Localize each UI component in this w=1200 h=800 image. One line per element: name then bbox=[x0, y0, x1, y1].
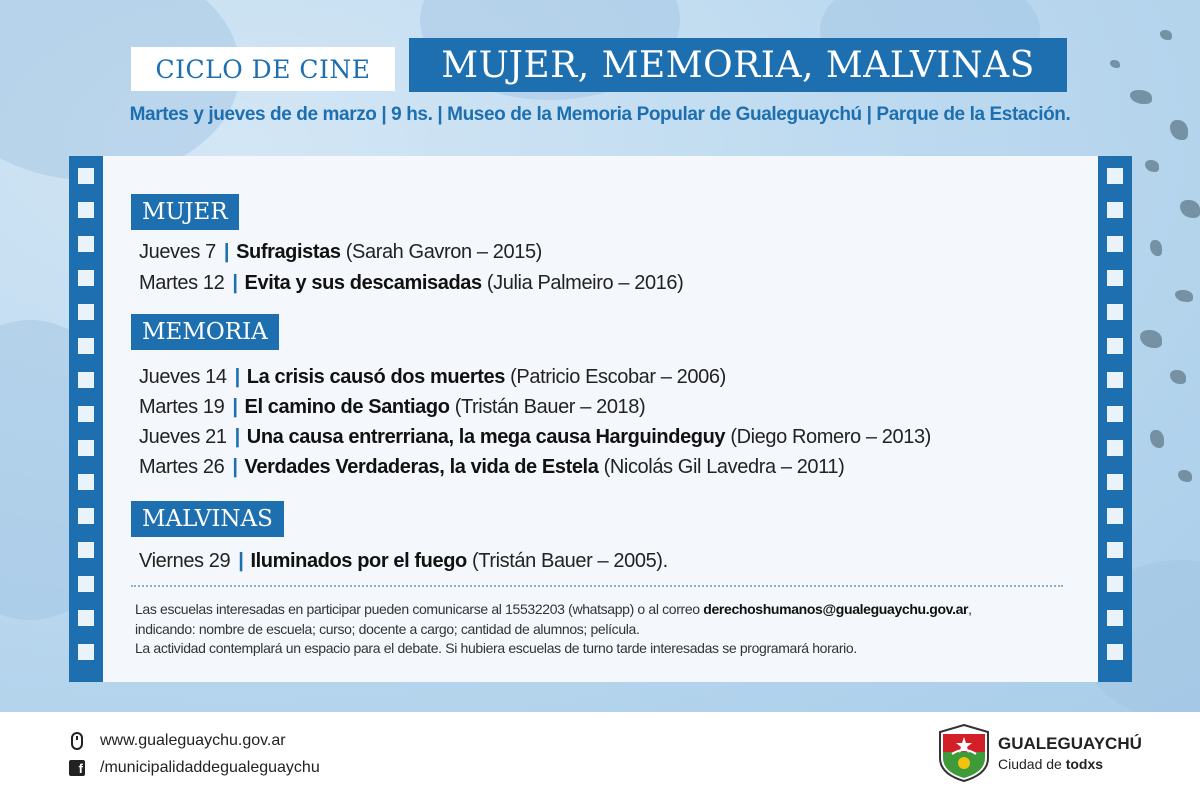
note-line-3: La actividad contemplará un espacio para el debate. Si hubiera escuelas de turno tarde interesadas se programará horario. bbox=[135, 640, 857, 656]
mouse-icon bbox=[68, 731, 86, 751]
film-title: Iluminados por el fuego bbox=[250, 550, 467, 572]
section-title-malvinas: MALVINAS bbox=[131, 501, 284, 537]
contact-email[interactable]: derechoshumanos@gualeguaychu.gov.ar bbox=[703, 601, 969, 617]
separator: | bbox=[232, 272, 238, 294]
film-credit: (Patricio Escobar – 2006) bbox=[510, 366, 726, 388]
film-strip-left bbox=[69, 156, 103, 682]
separator: | bbox=[234, 366, 240, 388]
film-credit: (Nicolás Gil Lavedra – 2011) bbox=[603, 456, 845, 478]
film-title: Una causa entrerriana, la mega causa Harguindeguy bbox=[246, 426, 726, 448]
film-credit: (Julia Palmeiro – 2016) bbox=[486, 272, 684, 294]
website-text: www.gualeguaychu.gov.ar bbox=[100, 732, 286, 749]
screening-date: Viernes 29 bbox=[139, 550, 231, 572]
film-title: Sufragistas bbox=[236, 241, 341, 263]
schedule-row bbox=[139, 366, 726, 389]
brand-name: GUALEGUAYCHÚ bbox=[998, 734, 1142, 753]
note-line-1 bbox=[135, 601, 972, 617]
schedule-row bbox=[139, 550, 668, 573]
screening-date: Martes 19 bbox=[139, 396, 225, 418]
screening-date: Martes 26 bbox=[139, 456, 225, 478]
separator: | bbox=[232, 396, 238, 418]
separator: | bbox=[223, 241, 230, 263]
city-logo-icon bbox=[938, 724, 990, 782]
brand-tagline bbox=[998, 756, 1103, 772]
film-credit: (Tristán Bauer – 2018) bbox=[454, 396, 646, 418]
schedule-row bbox=[139, 272, 683, 295]
website-link[interactable] bbox=[68, 731, 286, 751]
section-title-mujer: MUJER bbox=[131, 194, 239, 230]
tagline-prefix: Ciudad de bbox=[998, 756, 1066, 772]
section-title-memoria: MEMORIA bbox=[131, 314, 279, 350]
separator: | bbox=[232, 456, 238, 478]
event-info: Martes y jueves de de marzo | 9 hs. | Museo de la Memoria Popular de Gualeguaychú | Parque de la Estación. bbox=[129, 104, 1071, 125]
film-strip-right bbox=[1098, 156, 1132, 682]
screening-date: Jueves 21 bbox=[139, 426, 227, 448]
note-punct: , bbox=[968, 601, 972, 617]
film-credit: (Sarah Gavron – 2015) bbox=[345, 241, 542, 263]
screening-date: Jueves 7 bbox=[139, 241, 216, 263]
facebook-icon: f bbox=[68, 758, 86, 778]
schedule-row bbox=[139, 456, 844, 479]
tagline-bold: todxs bbox=[1065, 756, 1104, 772]
schedule-row bbox=[139, 241, 542, 264]
cycle-label: CICLO DE CINE bbox=[131, 47, 395, 91]
film-credit: (Diego Romero – 2013) bbox=[730, 426, 931, 448]
schedule-row bbox=[139, 396, 645, 419]
schedule-row bbox=[139, 426, 931, 449]
film-title: El camino de Santiago bbox=[244, 396, 450, 418]
note-line-2: indicando: nombre de escuela; curso; docente a cargo; cantidad de alumnos; película. bbox=[135, 621, 640, 637]
separator: | bbox=[234, 426, 240, 448]
facebook-text: /municipalidaddegualeguaychu bbox=[100, 759, 320, 776]
film-title: Verdades Verdaderas, la vida de Estela bbox=[244, 456, 599, 478]
note-text: Las escuelas interesadas en participar pueden comunicarse al 15532203 (whatsapp) o al correo bbox=[135, 601, 704, 617]
separator: | bbox=[238, 550, 244, 572]
screening-date: Martes 12 bbox=[139, 272, 225, 294]
film-title: Evita y sus descamisadas bbox=[244, 272, 482, 294]
screening-date: Jueves 14 bbox=[139, 366, 227, 388]
film-title: La crisis causó dos muertes bbox=[246, 366, 505, 388]
facebook-link[interactable] bbox=[68, 758, 320, 778]
divider bbox=[131, 585, 1063, 587]
page-title: MUJER, MEMORIA, MALVINAS bbox=[409, 38, 1067, 92]
film-credit: (Tristán Bauer – 2005). bbox=[472, 550, 668, 572]
